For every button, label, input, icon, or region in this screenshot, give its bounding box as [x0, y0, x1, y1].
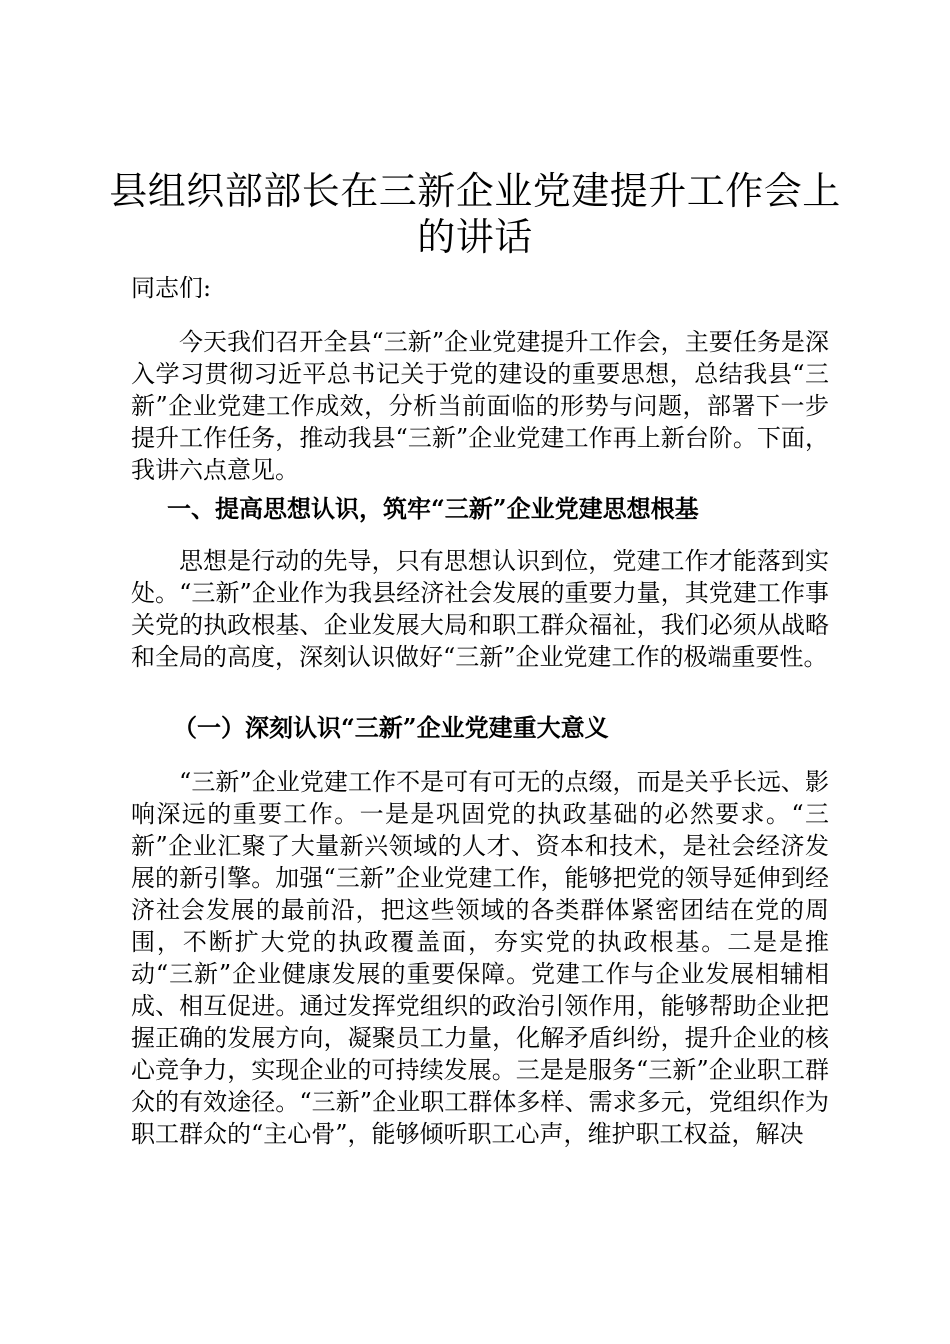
subsection-heading-1: （一）深刻认识“三新”企业党建重大意义 — [173, 713, 609, 742]
paragraph-intro: 今天我们召开全县“三新”企业党建提升工作会，主要任务是深入学习贯彻习近平总书记关于党的建设的重要思想，总结我县“三新”企业党建工作成效，分析当前面临的形势与问题，部署下一步提升工作任务，推动我县“三新”企业党建工作再上新台阶。下面，我讲六点意见。 — [131, 328, 829, 484]
paragraph-subsection-1: “三新”企业党建工作不是可有可无的点缀，而是关乎长远、影响深远的重要工作。一是是巩固党的执政基础的必然要求。“三新”企业汇聚了大量新兴领域的人才、资本和技术，是社会经济发展的新引擎。加强“三新”企业党建工作，能够把党的领导延伸到经济社会发展的最前沿，把这些领域的各类群体紧密团结在党的周围，不断扩大党的执政覆盖面，夯实党的执政根基。二是是推动“三新”企业健康发展的重要保障。党建工作与企业发展相辅相成、相互促进。通过发挥党组织的政治引领作用，能够帮助企业把握正确的发展方向，凝聚员工力量，化解矛盾纠纷，提升企业的核心竞争力，实现企业的可持续发展。三是是服务“三新”企业职工群众的有效途径。“三新”企业职工群体多样、需求多元，党组织作为职工群众的“主心骨”，能够倾听职工心声，维护职工权益，解决 — [131, 768, 829, 1148]
section-heading-1: 一、提高思想认识，筑牢“三新”企业党建思想根基 — [167, 494, 699, 523]
salutation: 同志们: — [131, 274, 212, 302]
paragraph-section-1: 思想是行动的先导，只有思想认识到位，党建工作才能落到实处。“三新”企业作为我县经济社会发展的重要力量，其党建工作事关党的执政根基、企业发展大局和职工群众福祉，我们必须从战略和全局的高度，深刻认识做好“三新”企业党建工作的极端重要性。 — [131, 547, 829, 671]
document-title: 县组织部部长在三新企业党建提升工作会上的讲话 — [109, 169, 841, 259]
